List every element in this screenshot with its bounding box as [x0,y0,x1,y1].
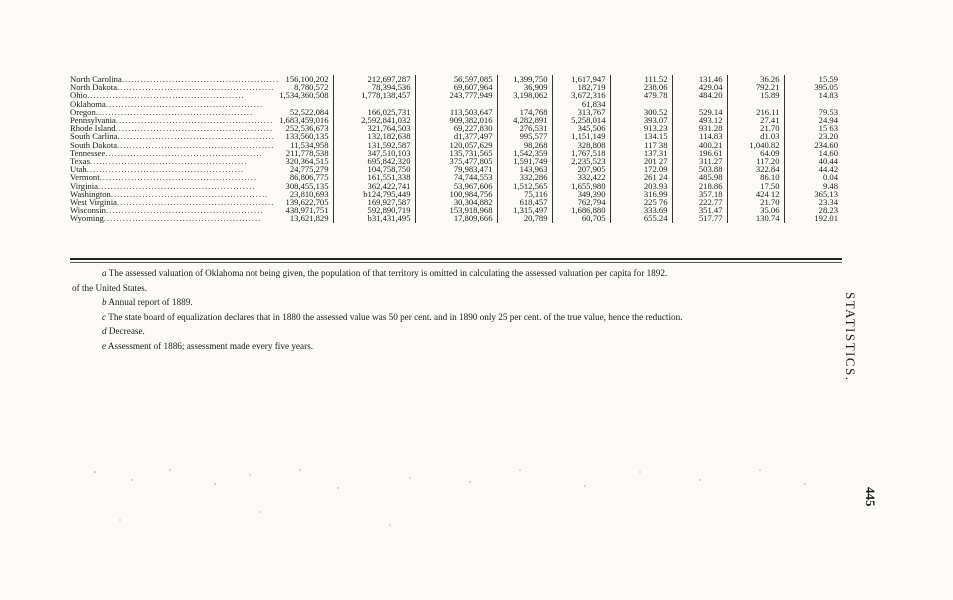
value-cell: 196.61 [672,149,727,157]
value-cell: 485.98 [672,173,727,181]
value-cell: 130.74 [727,214,784,222]
footnote-text: The assessed valuation of Oklahoma not being given, the population of that territory is omitted in calculating the assessed valuation per capita for 1892. [108,268,668,278]
leader-dots: .................................................. [87,90,245,101]
value-cell: 133,560,135 [260,132,333,140]
value-cell: 357.18 [672,190,727,198]
value-cell: 762,794 [552,198,610,206]
value-cell: 333.69 [610,206,672,214]
value-cell: 479.78 [610,91,672,99]
value-cell: 36.26 [727,75,784,83]
state-name: Vermont [70,172,100,183]
value-cell: 69,607,964 [415,83,497,91]
value-cell: 362,422,741 [333,182,415,190]
value-cell: 40.44 [818,156,838,167]
table-bottom-rule-thin [70,262,842,263]
footnote-d [72,324,852,339]
state-name: Utah [70,164,87,175]
value-cell: 61,834 [552,100,610,108]
state-name: Washington [70,188,111,199]
leader-dots: .................................................. [117,82,275,93]
value-cell: 365.13 [814,188,838,199]
value-cell: 308,455,135 [260,182,333,190]
value-cell: d1,377,497 [415,132,497,140]
value-cell: 316.99 [610,190,672,198]
value-cell: 276,531 [497,124,552,132]
value-cell: 114.83 [672,132,727,140]
value-cell: 21.70 [727,198,784,206]
value-cell: 36,909 [497,83,552,91]
state-name: Wisconsin [70,205,106,216]
value-cell: 13,621,829 [260,214,333,222]
value-cell: 3,198,062 [497,91,552,99]
footnote-text: of the United States. [72,282,148,293]
value-cell: 438,971,751 [260,206,333,214]
state-name-cell [70,214,260,222]
leader-dots: .................................................. [116,197,275,208]
value-cell: 131,592,587 [333,141,415,149]
value-cell: 21.70 [727,124,784,132]
value-cell: 4,282,891 [497,116,552,124]
value-cell: 995,577 [497,132,552,140]
state-name: Oregon [70,106,96,117]
value-cell: 86.10 [727,173,784,181]
value-cell: 234.60 [814,139,838,150]
value-cell: 166,025,731 [333,108,415,116]
value-cell: 117.20 [727,157,784,165]
footnote-a-continued [72,281,852,296]
value-cell: 529.14 [672,108,727,116]
footnotes [72,266,852,353]
value-cell: 322.84 [727,165,784,173]
state-name: South Dakota [70,139,118,150]
value-cell: 139,622,705 [260,198,333,206]
value-cell: 131.46 [672,75,727,83]
value-cell: 15 63 [818,123,838,134]
value-cell: 909,382,016 [415,116,497,124]
value-cell: 111.52 [610,75,672,83]
leader-dots: .................................................. [115,115,274,126]
value-cell: 52,522,084 [260,108,333,116]
value-cell: 1,151,149 [552,132,610,140]
value-cell: 1,767,518 [552,149,610,157]
footnote-mark: c [102,311,107,322]
value-cell: 28.23 [818,205,838,216]
valuation-table [70,75,842,223]
footnote-b [72,295,852,310]
value-cell: 174,768 [497,108,552,116]
value-cell: 332,422 [552,173,610,181]
value-cell: 655.24 [610,214,672,222]
value-cell: 74,744,553 [415,173,497,181]
value-cell: 153,918,968 [415,206,497,214]
leader-dots: .................................................. [117,131,275,142]
state-name: South Carlina [70,131,118,142]
value-cell: 53,967,606 [415,182,497,190]
value-cell: 27.41 [727,116,784,124]
value-cell: 137.31 [610,149,672,157]
table-bottom-rule [70,258,842,260]
value-cell: 23.20 [818,131,838,142]
value-cell: 931.28 [672,124,727,132]
value-cell: 211,778,538 [260,149,333,157]
footnote-mark: e [102,340,107,351]
value-cell: 79,983,471 [415,165,497,173]
leader-dots: .................................................. [86,164,245,175]
value-cell: 393.07 [610,116,672,124]
value-cell: 225 76 [610,198,672,206]
value-cell: 14.60 [818,147,838,158]
leader-dots: .................................................. [105,147,263,158]
footnote-text: The state board of equalization declares that in 1880 the assessed value was 50 per cent. and in 1890 only 25 per cent. of the true value, hence the reduction. [108,311,683,322]
footnote-mark: a [102,268,107,278]
value-cell: 23.34 [818,197,838,208]
value-cell: 135,731,565 [415,149,497,157]
value-cell: 17,809,666 [415,214,497,222]
value-cell: 216.11 [727,108,784,116]
value-cell: 44.42 [818,164,838,175]
value-cell: 424 12 [727,190,784,198]
state-name: Oklahoma [70,98,106,109]
value-cell: 913.23 [610,124,672,132]
value-cell: 56,597,085 [415,75,497,83]
footnote-c [72,310,852,325]
footnote-text: Annual report of 1889. [108,297,193,307]
value-cell: 300.52 [610,108,672,116]
value-cell: 20,789 [497,214,552,222]
value-cell: 182,719 [552,83,610,91]
value-cell: 238.06 [610,83,672,91]
state-name-wrap [70,213,262,224]
state-name: Pennsylvania [70,115,116,126]
leader-dots: .................................................. [97,180,256,191]
value-cell: 104,758,750 [333,165,415,173]
value-cell: 120,057,629 [415,141,497,149]
state-name: Wyoming [70,213,104,224]
value-cell: 35.06 [727,206,784,214]
value-cell: 349,390 [552,190,610,198]
value-cell: 11,534,958 [260,141,333,149]
value-cell: 695,842,320 [333,157,415,165]
value-cell: 161,551,338 [333,173,415,181]
value-cell: 15.59 [818,74,838,84]
leader-dots: .................................................. [115,123,274,134]
value-cell: 493.12 [672,116,727,124]
leader-dots: .................................................. [99,172,258,183]
value-cell: 792.21 [727,83,784,91]
page-number: 445 [863,487,878,507]
value-cell: 17.50 [727,182,784,190]
value-cell: 395.05 [814,82,838,93]
footnote-text: Assessment of 1886; assessment made every five years. [107,340,314,351]
value-cell: 117 38 [610,141,672,149]
footnote-mark: b [102,297,107,307]
value-cell: 332,286 [497,173,552,181]
leader-dots: .................................................. [117,139,275,150]
value-cell: 1,778,138,457 [333,91,415,99]
value-cell: 0.04 [822,172,838,183]
value-cell: 207,905 [552,165,610,173]
value-cell: 60,705 [552,214,610,222]
value-cell: 1,399,750 [497,75,552,83]
value-cell: 400.21 [672,141,727,149]
value-cell: 100,984,756 [415,190,497,198]
value-cell: 134.15 [610,132,672,140]
table-body [70,75,842,223]
value-cell: 345,506 [552,124,610,132]
leader-dots: .................................................. [103,213,262,224]
value-cell: 311.27 [672,157,727,165]
value-cell: 14.83 [818,90,838,101]
value-cell: 169,927,587 [333,198,415,206]
value-cell: 78,394,536 [333,83,415,91]
value-cell: 24.94 [818,115,838,126]
value-cell: 3,672,316 [552,91,610,99]
value-cell: 212,697,287 [333,75,415,83]
value-cell: 69,227,830 [415,124,497,132]
value-cell: 2,235,523 [552,157,610,165]
value-cell: 503.88 [672,165,727,173]
value-cell: 8,780,572 [260,83,333,91]
value-cell: 24,775,279 [260,165,333,173]
value-cell: 429.04 [672,83,727,91]
value-cell: 484.20 [672,91,727,99]
value-cell: 243,777,949 [415,91,497,99]
table-row [70,214,842,222]
value-cell: 79.53 [818,106,838,117]
state-name: Texas [70,156,90,167]
value-cell: 75,116 [497,190,552,198]
leader-dots: .................................................. [95,106,254,117]
value-cell: 1,683,459,016 [260,116,333,124]
value-cell: 30,304,882 [415,198,497,206]
value-cell: b31,431,495 [333,214,415,222]
value-cell: 328,808 [552,141,610,149]
value-cell: b124,795,449 [333,190,415,198]
value-cell: 201 27 [610,157,672,165]
value-cell: 1,686,880 [552,206,610,214]
leader-dots: .................................................. [89,156,248,167]
value-cell: 15.89 [727,91,784,99]
state-name: Tennessee [70,147,106,158]
value-cell: 618,457 [497,198,552,206]
state-name: North Dakota [70,82,118,93]
value-cell: 222.77 [672,198,727,206]
value-cell: 1,591,749 [497,157,552,165]
value-cell: 9.48 [822,180,838,191]
value-cell: 218.86 [672,182,727,190]
footnote-e [72,339,852,354]
leader-dots: .................................................. [105,98,264,109]
value-cell: 172.09 [610,165,672,173]
leader-dots: .................................................. [121,74,280,84]
value-cell: 261 24 [610,173,672,181]
state-name: West Virginia [70,197,117,208]
value-cell: 143,963 [497,165,552,173]
value-cell: 375,477,805 [415,157,497,165]
state-name: North Carolina [70,74,122,84]
value-cell: 113,503,647 [415,108,497,116]
value-cell: 1,512,565 [497,182,552,190]
value-cell: 5,258,014 [552,116,610,124]
value-cell: d1.03 [727,132,784,140]
value-cell: 64.09 [727,149,784,157]
footnote-text: Decrease. [108,326,145,336]
value-cell: 192.01 [814,213,838,224]
footnote-a [72,266,852,281]
value-cell: 156,100,202 [260,75,333,83]
value-cell: 98,268 [497,141,552,149]
statistics-table [70,75,842,223]
footnote-mark: d [102,326,107,336]
value-cell: 86,806,775 [260,173,333,181]
value-cell: 252,536,673 [260,124,333,132]
running-head: STATISTICS. [843,292,858,382]
value-cell: 347,510,103 [333,149,415,157]
leader-dots: .................................................. [110,188,269,199]
state-name: Virginia [70,180,98,191]
value-cell: 1,655,980 [552,182,610,190]
value-cell: 1,542,359 [497,149,552,157]
value-cell: 321,764,503 [333,124,415,132]
state-name: Rhode Island [70,123,116,134]
value-cell: 351.47 [672,206,727,214]
leader-dots: .................................................. [105,205,264,216]
value-cell: 2,592,841,032 [333,116,415,124]
value-cell: 320,364,515 [260,157,333,165]
value-cell: 1,534,360,508 [260,91,333,99]
value-cell: 1,315,497 [497,206,552,214]
value-cell: 203.93 [610,182,672,190]
state-name: Ohio [70,90,88,101]
value-cell: 1,040.82 [727,141,784,149]
value-cell: 592,890,719 [333,206,415,214]
value-cell: 1,617,947 [552,75,610,83]
value-cell: 313,767 [552,108,610,116]
value-cell: 132,182,638 [333,132,415,140]
value-cell: 23,810,693 [260,190,333,198]
value-cell: 517.77 [672,214,727,222]
